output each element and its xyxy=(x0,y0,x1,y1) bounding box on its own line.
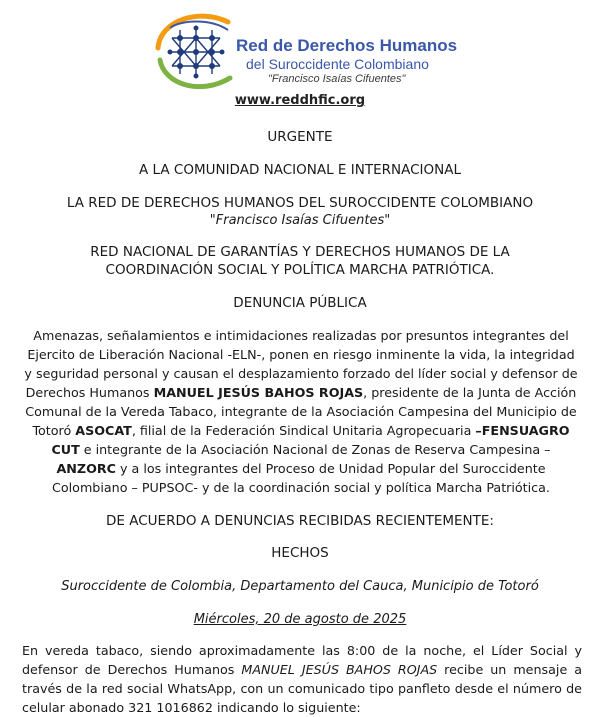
hechos-heading: HECHOS xyxy=(271,545,329,561)
org-logo xyxy=(150,8,460,98)
urgent-heading: URGENTE xyxy=(267,129,333,145)
summary-leader-name: MANUEL JESÚS BAHOS ROJAS xyxy=(153,385,364,400)
summary-text-5: y a los integrantes del Proceso de Unidad Popular del Suroccidente Colombiano – PUPSOC- y de la coordinación social y política Marcha Patriótica. xyxy=(52,461,550,495)
website-link[interactable]: www.reddhfic.org xyxy=(234,93,366,108)
summary-paragraph xyxy=(22,326,580,497)
national-network-line2: COORDINACIÓN SOCIAL Y POLÍTICA MARCHA PATRIÓTICA. xyxy=(105,262,495,278)
body-paragraph xyxy=(22,641,582,717)
org-name-subtitle: del Suroccidente Colombiano xyxy=(246,56,429,72)
summary-text-1: Amenazas, señalamientos e intimidaciones realizadas por presuntos integrantes del Ejercito de Liberación Nacional -ELN-, ponen en riesgo inminente la vida, la integridad y seguridad personal y causan el desplazamiento forzado del líder social y defensor de Derechos Humanos xyxy=(24,328,578,400)
location-line: Suroccidente de Colombia, Departamento del Cauca, Municipio de Totoró xyxy=(61,579,539,594)
org-name-tagline: "Francisco Isaías Cifuentes" xyxy=(268,73,406,85)
network-name-heading: LA RED DE DERECHOS HUMANOS DEL SUROCCIDENTE COLOMBIANO xyxy=(66,195,534,211)
summary-anzorc: ANZORC xyxy=(56,461,116,476)
body-leader-name: MANUEL JESÚS BAHOS ROJAS xyxy=(241,662,438,677)
acuerdo-heading: DE ACUERDO A DENUNCIAS RECIBIDAS RECIENTEMENTE: xyxy=(106,513,494,529)
body-text-2: recibe un mensaje a través de la red social WhatsApp, con un comunicado tipo panfleto desde el número de celular abonado 321 1016862 indicando lo siguiente: xyxy=(22,662,583,715)
summary-text-2: , presidente de la Junta de Acción Comunal de la Vereda Tabaco, integrante de la Asociación Campesina del Municipio de Totoró xyxy=(25,385,577,438)
network-emblem-icon xyxy=(150,8,240,98)
summary-fensuagro: –FENSUAGRO CUT xyxy=(51,423,570,457)
body-text-1: En vereda tabaco, siendo aproximadamente las 8:00 de la noche, el Líder Social y defensor de Derechos Humanos xyxy=(22,643,582,677)
national-network-line1: RED NACIONAL DE GARANTÍAS Y DERECHOS HUMANOS DE LA xyxy=(90,244,510,260)
summary-text-3: , filial de la Federación Sindical Unitaria Agropecuaria xyxy=(131,423,476,438)
org-name-title: Red de Derechos Humanos xyxy=(236,36,458,55)
date-line: Miércoles, 20 de agosto de 2025 xyxy=(193,612,407,627)
community-heading: A LA COMUNIDAD NACIONAL E INTERNACIONAL xyxy=(139,162,461,178)
summary-asocat: ASOCAT xyxy=(75,423,132,438)
network-subtitle: "Francisco Isaías Cifuentes" xyxy=(209,213,391,228)
denuncia-title: DENUNCIA PÚBLICA xyxy=(233,295,367,311)
summary-text-4: e integrante de la Asociación Nacional de Zonas de Reserva Campesina – xyxy=(79,442,551,457)
